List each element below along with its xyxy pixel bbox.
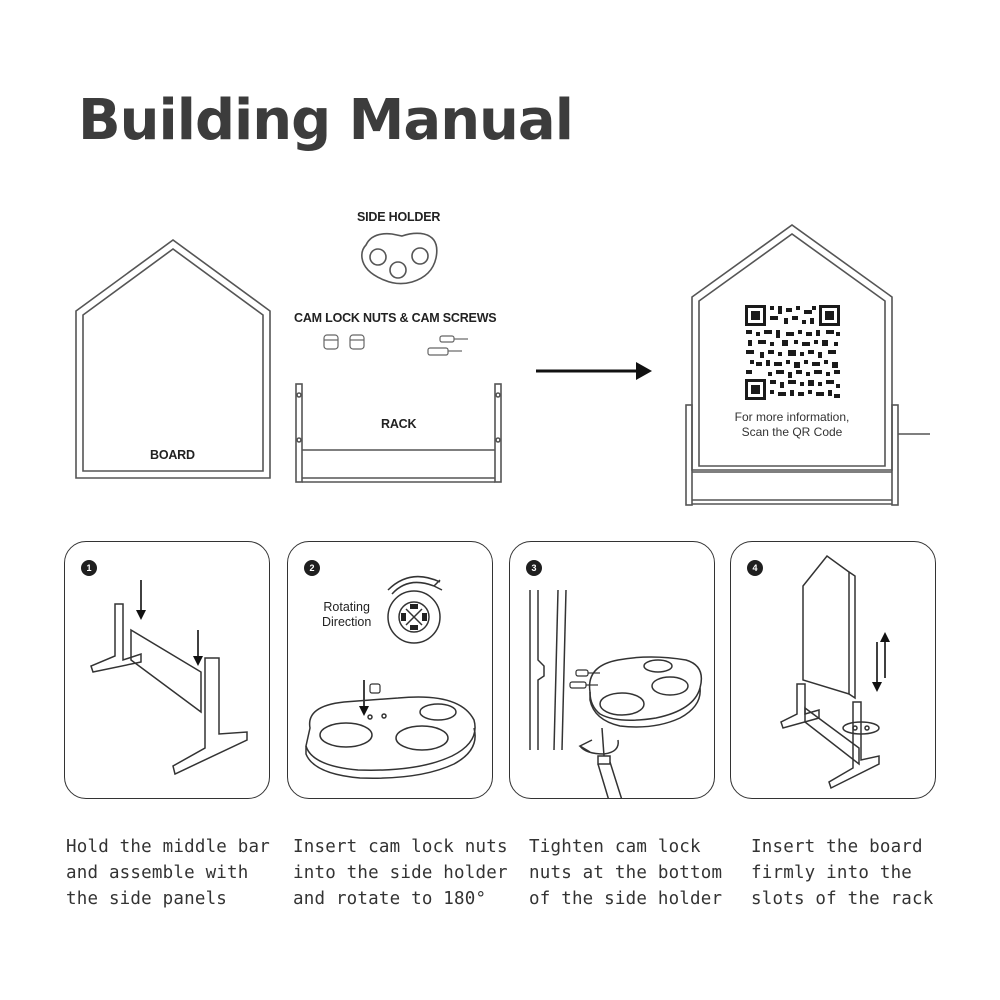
step-number-badge: 4 — [747, 560, 763, 576]
page-title: Building Manual — [78, 88, 573, 153]
down-arrow-icon — [359, 680, 369, 716]
rack-illustration — [296, 384, 501, 482]
up-down-arrows-icon — [872, 632, 890, 692]
cam-screws-illustration — [428, 336, 468, 355]
step-3-caption: Tighten cam lock nuts at the bottom of the side holder — [529, 837, 723, 909]
step-2-illustration — [288, 542, 493, 799]
qr-note-line-2: Scan the QR Code — [741, 425, 843, 439]
step-1-illustration — [65, 542, 270, 799]
cam-screw-icon — [570, 670, 600, 688]
step-number-badge: 3 — [526, 560, 542, 576]
side-holder-icon — [306, 697, 475, 778]
small-nut-icon — [370, 684, 380, 693]
step-4-illustration — [731, 542, 936, 799]
step-1-panel — [64, 541, 270, 799]
rack-label: RACK — [381, 417, 417, 431]
step-1-caption: Hold the middle bar and assemble with the side panels — [66, 837, 270, 909]
board-illustration — [76, 240, 270, 478]
step-number-badge: 2 — [304, 560, 320, 576]
qr-code-image — [745, 305, 840, 400]
qr-note-line-1: For more information, — [734, 410, 850, 424]
cam-lock-nuts-illustration — [324, 335, 364, 349]
board-label: BOARD — [150, 448, 195, 462]
rotating-direction-label: Rotating Direction — [322, 600, 372, 629]
arrow-right-icon — [536, 362, 652, 380]
step-3-panel — [509, 541, 715, 799]
step-2-panel — [287, 541, 493, 799]
step-4-caption: Insert the board firmly into the slots of the rack — [751, 837, 934, 909]
down-arrow-icon — [193, 630, 203, 666]
down-arrow-icon — [136, 580, 146, 620]
step-4-panel — [730, 541, 936, 799]
qr-note — [714, 410, 870, 440]
cam-lock-nut-icon — [388, 577, 442, 643]
side-holder-illustration — [362, 233, 437, 283]
step-2-caption: Insert cam lock nuts into the side holder and rotate to 180° — [293, 837, 508, 909]
cam-lock-label: CAM LOCK NUTS & CAM SCREWS — [294, 311, 497, 325]
step-3-illustration — [510, 542, 715, 799]
step-number-badge: 1 — [81, 560, 97, 576]
side-holder-label: SIDE HOLDER — [357, 210, 441, 224]
